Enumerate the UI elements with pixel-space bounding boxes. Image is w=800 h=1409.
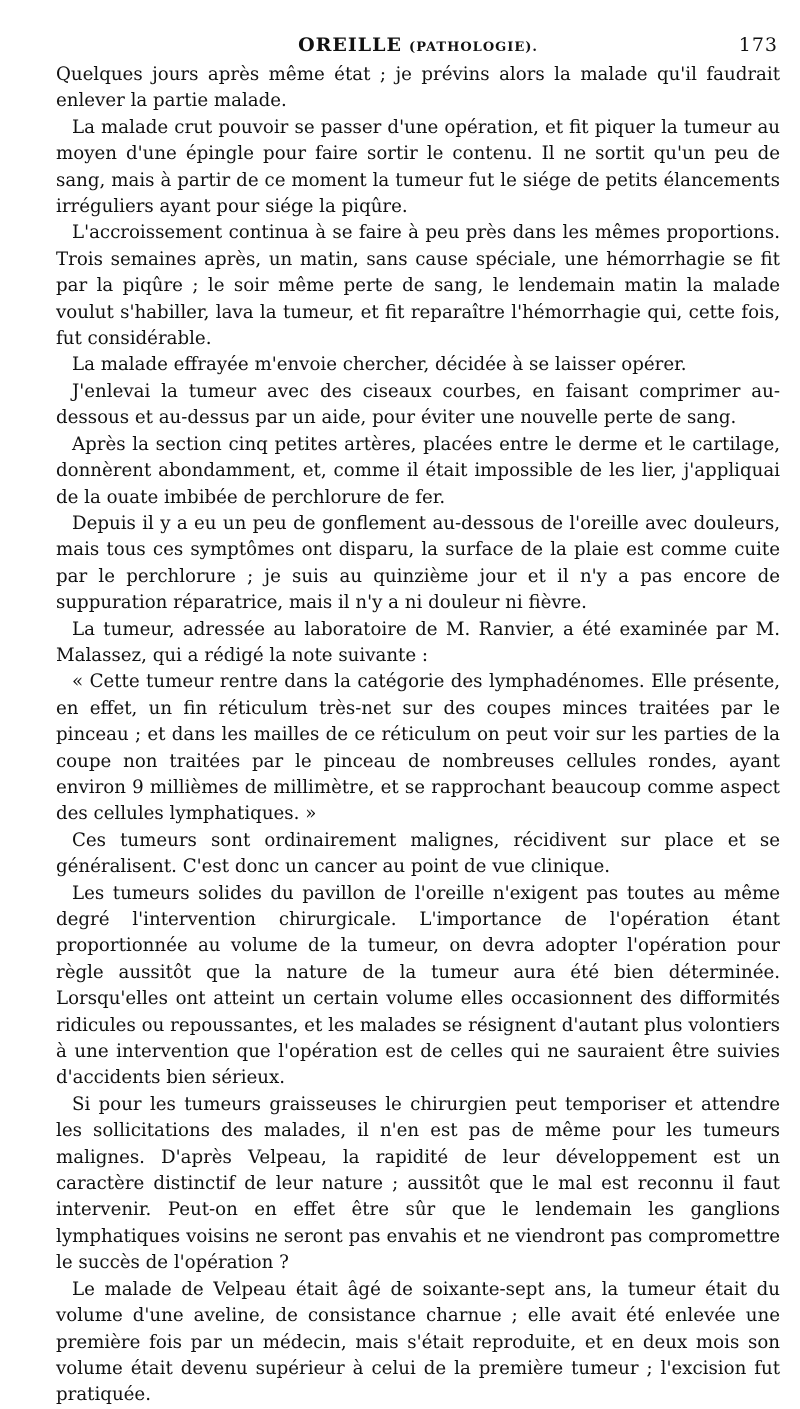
paragraph: La malade crut pouvoir se passer d'une opération, et fit piquer la tumeur au moyen d'une épingle pour faire sortir le contenu. Il ne sortit qu'un peu de sang, mais à partir de ce moment la tumeur fut le siége de petits élancements irréguliers ayant pour siége la piqûre. [56,116,780,218]
running-subtitle: (PATHOLOGIE). [409,40,538,55]
page-body [56,62,780,1409]
running-title: OREILLE [298,34,402,56]
paragraph: Quelques jours après même état ; je prévins alors la malade qu'il faudrait enlever la partie malade. [56,64,780,112]
quoted-note: « Cette tumeur rentre dans la catégorie des lymphadénomes. Elle présente, en effet, un fin réticulum très-net sur des coupes minces traitées par le pinceau ; et dans les mailles de ce réticulum on peut voir sur les parties de la coupe non traitées par le pinceau de nombreuses cellules rondes, ayant environ 9 millièmes de millimètre, et se rapprochant beaucoup comme aspect des cellules lymphatiques. » [56,671,780,825]
paragraph: Le malade de Velpeau était âgé de soixante-sept ans, la tumeur était du volume d'une aveline, de consistance charnue ; elle avait été enlevée une première fois par un médecin, mais s'était reproduite, et en deux mois son volume était devenu supérieur à celui de la première tumeur ; l'excision fut pratiquée. [56,1278,780,1406]
page-number: 173 [738,34,778,56]
paragraph: Si pour les tumeurs graisseuses le chirurgien peut temporiser et attendre les sollicitations des malades, il n'en est pas de même pour les tumeurs malignes. D'après Velpeau, la rapidité de leur développement est un caractère distinctif de leur nature ; aussitôt que le mal est reconnu il faut intervenir. Peut-on en effet être sûr que le lendemain les ganglions lymphatiques voisins ne seront pas envahis et ne viendront pas compromettre le succès de l'opération ? [56,1093,780,1274]
paragraph: L'accroissement continua à se faire à peu près dans les mêmes proportions. Trois semaines après, un matin, sans cause spéciale, une hémorrhagie se fit par la piqûre ; le soir même perte de sang, le lendemain matin la malade voulut s'habiller, lava la tumeur, et fit reparaître l'hémorrhagie qui, cette fois, fut considérable. [56,222,780,350]
paragraph: Les tumeurs solides du pavillon de l'oreille n'exigent pas toutes au même degré l'intervention chirurgicale. L'importance de l'opération étant proportionnée au volume de la tumeur, on devra adopter l'opération pour règle aussitôt que la nature de la tumeur aura été bien déterminée. Lorsqu'elles ont atteint un certain volume elles occasionnent des difformités ridicules ou repoussantes, et les malades se résignent d'autant plus volontiers à une intervention que l'opération est de celles qui ne sauraient être suivies d'accidents bien sérieux. [56,882,780,1089]
paragraph: J'enlevai la tumeur avec des ciseaux courbes, en faisant comprimer au-dessous et au-dessus par un aide, pour éviter une nouvelle perte de sang. [56,380,780,429]
book-page [56,28,780,1406]
running-header [56,28,780,62]
paragraph: Après la section cinq petites artères, placées entre le derme et le cartilage, donnèrent abondamment, et, comme il était impossible de les lier, j'appliquai de la ouate imbibée de perchlorure de fer. [56,433,780,508]
paragraph: La malade effrayée m'envoie chercher, décidée à se laisser opérer. [72,354,687,376]
paragraph: Ces tumeurs sont ordinairement malignes, récidivent sur place et se généralisent. C'est donc un cancer au point de vue clinique. [56,829,780,878]
paragraph: La tumeur, adressée au laboratoire de M. Ranvier, a été examinée par M. Malassez, qui a rédigé la note suivante : [56,618,780,666]
paragraph: Depuis il y a eu un peu de gonflement au-dessous de l'oreille avec douleurs, mais tous ces symptômes ont disparu, la surface de la plaie est comme cuite par le perchlorure ; je suis au quinzième jour et il n'y a pas encore de suppuration réparatrice, mais il n'y a ni douleur ni fièvre. [56,512,780,614]
